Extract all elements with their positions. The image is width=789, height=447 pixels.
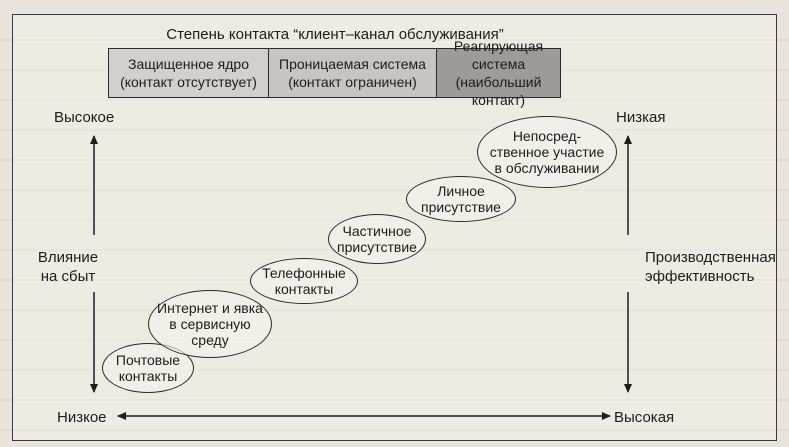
right-axis-title-line: эффективность — [645, 268, 755, 285]
channel-label-line: Непосред- — [512, 128, 582, 144]
right-axis-top-label: Низкая — [616, 109, 666, 126]
contact-level-note: (наибольший контакт) — [455, 74, 542, 108]
channel-label-line: Частичное — [342, 223, 412, 239]
channel-phone — [250, 258, 358, 304]
channel-label-line: в обслуживании — [494, 160, 600, 176]
right-axis-bottom-label: Высокая — [614, 409, 675, 426]
diagram-title: Степень контакта “клиент–канал обслуживания” — [166, 26, 504, 43]
channel-label-line: Интернет и явка — [157, 300, 263, 316]
channel-label-line: контакты — [118, 368, 178, 384]
channel-label-line: присутствие — [337, 239, 417, 255]
channel-label-line: ственное участие — [489, 144, 605, 160]
channel-label-line: Телефонные — [262, 265, 346, 281]
channel-personal-presence — [406, 176, 516, 222]
channel-label-line: среду — [191, 332, 229, 348]
right-axis-title-line: Производственная — [645, 249, 776, 266]
channel-internet — [148, 290, 272, 358]
contact-level-note: (контакт отсутствует) — [120, 74, 257, 90]
right-axis-title — [645, 248, 776, 286]
left-axis-title-line: Влияние — [37, 249, 99, 266]
left-axis-title — [33, 248, 103, 286]
channel-label-line: в сервисную — [169, 316, 251, 332]
channel-label-line: Личное — [437, 183, 485, 199]
left-axis-bottom-label: Низкое — [57, 409, 107, 426]
channel-label-line: присутствие — [421, 199, 501, 215]
channel-direct-participation — [477, 116, 617, 188]
channel-label-line: Почтовые — [115, 352, 181, 368]
channel-partial-presence — [328, 214, 426, 264]
channel-label-line: контакты — [274, 281, 334, 297]
contact-level-name: Проницаемая система — [279, 56, 426, 72]
contact-level-note: (контакт ограничен) — [288, 74, 417, 90]
left-axis-title-line: на сбыт — [40, 268, 96, 285]
left-axis-top-label: Высокое — [54, 109, 115, 126]
contact-level-name: Реагирующая система — [453, 38, 544, 72]
contact-level-name: Защищенное ядро — [128, 56, 249, 72]
